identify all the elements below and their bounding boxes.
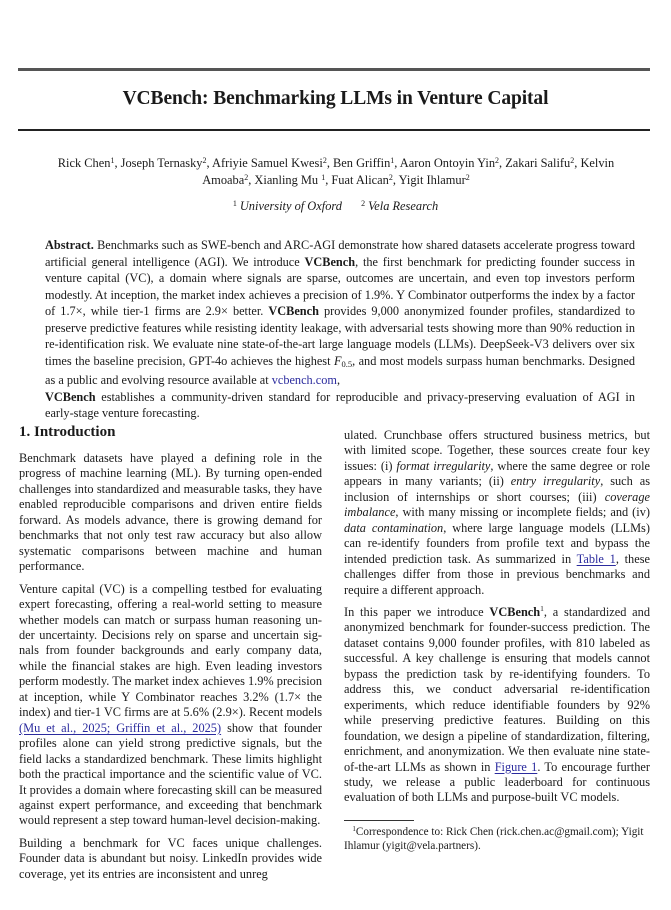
intro-paragraph-1: Benchmark datasets have played a defining role in the progress of machine learning (ML). By turning open-ended challenges into standardized and measurable tasks, they have enabled reproducible comparisons and driven entire fields forward. As models advance, there is growing demand for benchmarks that not only test raw accuracy but also allow systematic comparisons between machine and human performance. [19, 451, 322, 574]
paragraph-text: , such as inclusion of internships or short courses; (iii) [344, 474, 650, 504]
author-name: Xianling Mu [254, 173, 322, 187]
author [58, 156, 121, 170]
paragraph-text: . To encourage further study, we release a public leaderboard for continuous evaluation of both LLMs and purpose-built VC models. [344, 759, 650, 805]
footnote-rule [344, 820, 414, 821]
section-heading-introduction: 1. Introduction [19, 424, 116, 440]
benchmark-name: VCBench [489, 604, 541, 619]
affiliations [0, 199, 671, 214]
affiliation-1 [233, 199, 342, 213]
footnote-text: Correspondence to: Rick Chen (rick.chen.ac@gmail.com); Yigit Ihlamur (yigit@vela.partners). [344, 825, 644, 852]
benchmark-name: VCBench [304, 254, 356, 269]
author-affiliation-marker: 2 [202, 156, 207, 165]
author-separator: , [248, 173, 255, 187]
author-list [36, 155, 636, 189]
abstract [45, 237, 635, 422]
author-name: Joseph Ternasky [120, 156, 203, 170]
author-affiliation-marker: 2 [244, 173, 249, 182]
table-1-link[interactable]: Table 1 [576, 551, 616, 566]
author [121, 156, 212, 170]
author-name: Fuat Alican [331, 173, 389, 187]
author [333, 156, 400, 170]
affiliation-name: University of Oxford [239, 199, 342, 213]
author [254, 173, 331, 187]
benchmark-name: VCBench [268, 304, 319, 318]
abstract-text: provides 9,000 anonymized founder profiles, standardized to preserve predictive features while resisting identity leakage, with adversarial tests showing more than 90% reduction in re-identification risk. We evaluate nine state-of-the-art large language models (LLMs). DeepSeek-V3 delivers over six times the baseline precision, GPT-4o achieves the highest [45, 304, 635, 368]
abstract-text: , [336, 373, 341, 387]
author-name: Afriyie Samuel Kwesi [212, 156, 323, 170]
author-separator: , [206, 156, 213, 170]
intro-paragraph-4 [344, 605, 650, 806]
author-name: Zakari Salifu [505, 156, 571, 170]
benchmark-name: VCBench [45, 389, 96, 404]
paragraph-text: , where large language models (LLMs) can re-identify founders from profile text and bypass the intended prediction task. As summarized in [344, 520, 650, 566]
footnote-number: 1 [352, 824, 356, 833]
paragraph-text: Venture capital (VC) is a compelling testbed for evaluating expert forecasting, offering a real-world setting to measure whether models can match or surpass human reasoning under uncertainty. Decisions rely on sparse and uncertain signals from founder backgrounds and early company data, while the financial stakes are high. Even leading investors perform modestly. The market index achieves 1.9% precision at inception, while Y Combinator reaches 3.2% (1.7× the index) and tier-1 VC firms are at 5.6% (2.9×). Recent models [19, 581, 323, 720]
author-name: Rick Chen [57, 156, 111, 170]
author [399, 173, 470, 187]
author [212, 156, 333, 170]
intro-paragraph-3: Building a benchmark for VC faces unique challenges. Founder data is abundant but noisy. LinkedIn provides wide coverage, yet its entries are inconsistent and unreg [19, 835, 322, 881]
author-affiliation-marker: 1 [321, 173, 326, 182]
author-affiliation-marker: 2 [322, 156, 327, 165]
paragraph-text: , a standardized and anonymized benchmark for founder-success prediction. The dataset contains 9,000 founder profiles, with 810 labeled as successful. A key challenge is ensuring that models cannot bypass the prediction task by re-identifying founders. To address this, we conduct adversarial re-identification experiments, which reduce identifiable founders by 92% while preserving predictive features. Building on this foundation, we design a pipeline of standardization, filtering, enrichment, and anonymization. We then evaluate nine state-of-the-art LLMs as shown in [344, 604, 650, 774]
abstract-text: establishes a community-driven standard for reproducible and privacy-preserving evaluation of AGI in early-stage venture forecasting. [45, 389, 635, 420]
left-column [19, 423, 322, 889]
metric-subscript: 0.5 [341, 358, 353, 369]
author-affiliation-marker: 1 [110, 156, 115, 165]
vcbench-link[interactable]: vcbench.com [271, 373, 337, 387]
emphasis-term: format irregularity [396, 458, 491, 473]
author [331, 173, 398, 187]
emphasis-term: coverage imbalance [344, 489, 650, 520]
author [505, 156, 580, 170]
author-separator: , [394, 156, 400, 170]
figure-1-link[interactable]: Figure 1 [494, 759, 538, 774]
abstract-label: Abstract. [45, 238, 94, 252]
paragraph-text: , with many missing or incomplete fields; and (iv) [395, 505, 650, 520]
intro-paragraph-3-cont [344, 428, 650, 598]
right-column [344, 428, 650, 853]
author-separator: , [114, 156, 121, 170]
author-name: Ben Griffin [333, 156, 391, 170]
paragraph-text: , where the same degree or role appears in many variants; (ii) [344, 458, 651, 489]
author-separator: , [325, 173, 332, 187]
author-separator: , [326, 156, 334, 170]
metric-base: F [333, 353, 342, 368]
paragraph-text: , these challenges differ from those in previous benchmarks and require a different approach. [344, 551, 650, 597]
affiliation-name: Vela Research [368, 199, 439, 213]
affiliation-number: 1 [232, 199, 237, 208]
author-separator: , [392, 173, 399, 187]
author-affiliation-marker: 2 [570, 156, 575, 165]
emphasis-term: data contamination [344, 520, 444, 535]
author-name: Kelvin Amoaba [202, 156, 615, 187]
paragraph-text: ulated. Crunchbase offers structured business metrics, but with limited scope. Together, these sources create four key issues: (i) [344, 428, 650, 473]
author-name: Aaron Ontoyin Yin [399, 156, 496, 170]
author-separator: , [499, 156, 506, 170]
abstract-text: , and most models surpass human benchmarks. Designed as a public and evolving resource available at [45, 353, 635, 387]
title-top-rule [18, 68, 650, 71]
affiliation-number: 2 [361, 199, 366, 208]
paragraph-text: show that founder profiles alone can yield strong predictive signals, but the field lacks a standardized benchmark. These limits highlight both the practical importance and the scientific value of VC. It provides a domain where forecasting skill can be measured against expert performance, and exceeding that benchmark would represent a step toward human-level decision-making. [19, 720, 323, 828]
citation-link[interactable]: (Mu et al., 2025; Griffin et al., 2025) [19, 720, 222, 735]
affiliation-2 [361, 199, 438, 213]
emphasis-term: entry irregularity [510, 474, 601, 489]
intro-paragraph-2 [19, 582, 322, 829]
author [400, 156, 505, 170]
author-name: Yigit Ihlamur [398, 173, 466, 187]
title-bottom-rule [18, 129, 650, 131]
paper-title: VCBench: Benchmarking LLMs in Venture Capital [122, 88, 549, 109]
footnote-marker[interactable]: 1 [540, 603, 544, 613]
abstract-text: Benchmarks such as SWE-bench and ARC-AGI demonstrate how shared datasets accelerate progress toward artificial general intelligence (AGI). We introduce [45, 238, 635, 269]
footnote [344, 825, 650, 853]
paragraph-text: In this paper we introduce [344, 604, 490, 619]
abstract-text: , the first benchmark for predicting founder success in venture capital (VC), a domain where signals are sparse, outcomes are uncertain, and even top investors perform modestly. At inception, the market index achieves a precision of 1.9%. Y Combinator outperforms the index by a factor of 1.7×, while tier-1 firms are 2.9× better. [45, 254, 635, 318]
author-affiliation-marker: 2 [465, 173, 470, 182]
f-metric [334, 354, 352, 368]
author-affiliation-marker: 2 [495, 156, 500, 165]
author-separator: , [574, 156, 581, 170]
author-affiliation-marker: 1 [390, 156, 395, 165]
author-affiliation-marker: 2 [388, 173, 393, 182]
